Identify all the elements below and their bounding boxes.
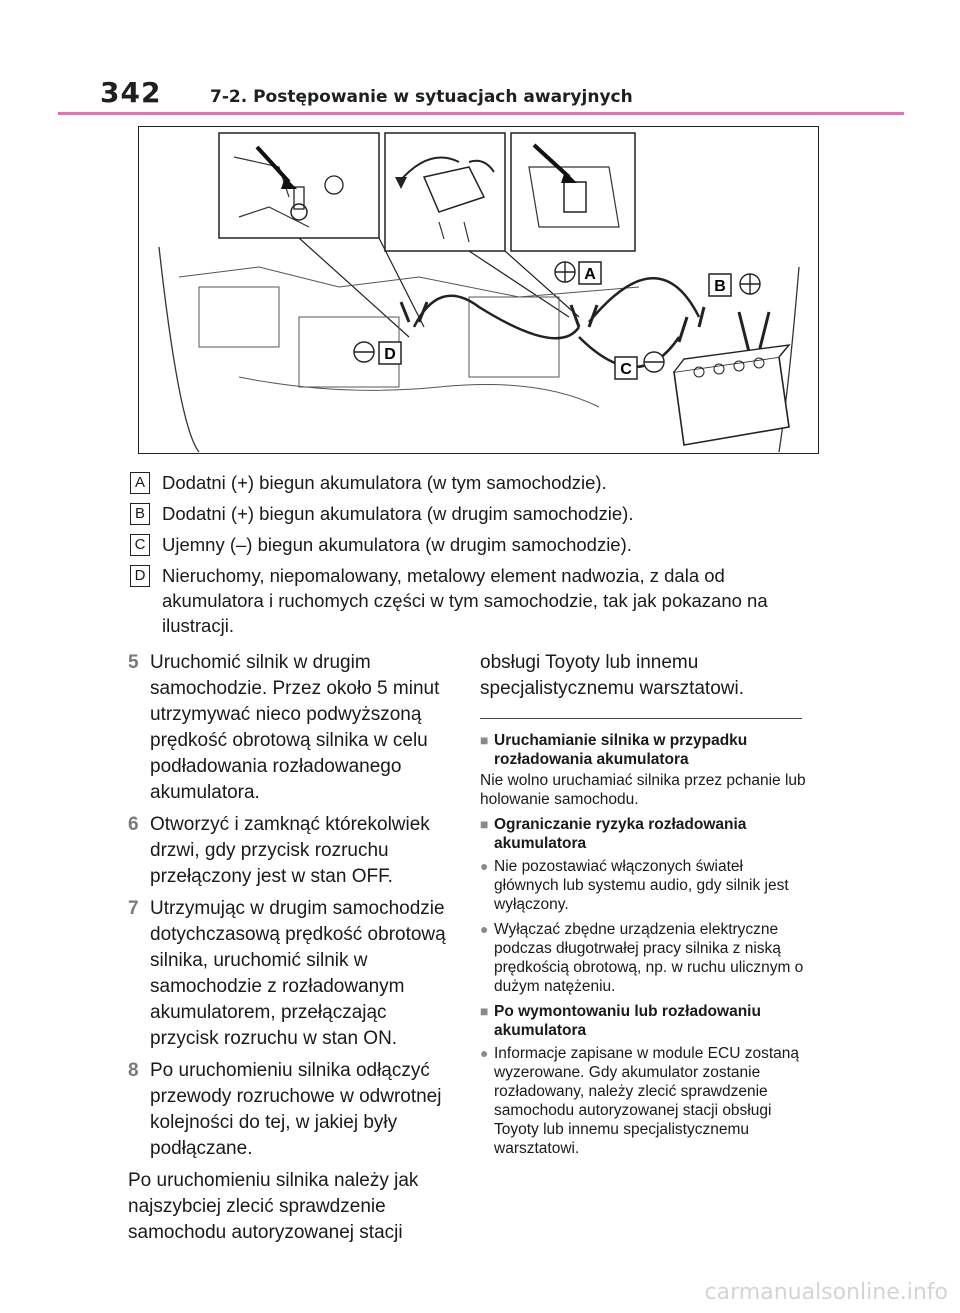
square-bullet-icon: ■	[480, 816, 489, 832]
circle-bullet-icon: ●	[480, 1045, 489, 1061]
circle-bullet-icon: ●	[480, 921, 489, 937]
step-text: Otworzyć i zamknąć którekolwiek drzwi, gdy przycisk rozruchu przełączony jest w stan OFF.	[150, 814, 430, 887]
step-item	[128, 650, 458, 806]
legend-key: C	[130, 534, 150, 556]
label-d: D	[384, 346, 396, 363]
bullet-text: Nie pozostawiać włączonych świateł głównych lub systemu audio, gdy silnik jest wyłączony.	[494, 858, 789, 913]
right-column	[480, 650, 810, 1164]
bullet-item	[480, 1044, 810, 1158]
square-bullet-icon: ■	[480, 732, 489, 748]
legend-text: Dodatni (+) biegun akumulatora (w drugim samochodzie).	[162, 503, 634, 524]
legend-text: Ujemny (–) biegun akumulatora (w drugim samochodzie).	[162, 534, 632, 555]
step-number: 8	[128, 1060, 139, 1081]
section-heading	[480, 1002, 810, 1040]
chapter-title: 7-2. Postępowanie w sytuacjach awaryjnych	[210, 87, 633, 107]
step-number: 6	[128, 814, 139, 835]
left-column	[128, 650, 458, 1246]
legend-item	[130, 501, 830, 526]
label-b: B	[714, 278, 726, 295]
label-a: A	[584, 266, 596, 283]
circle-bullet-icon: ●	[480, 858, 489, 874]
page-header	[100, 76, 633, 109]
section-heading-text: Po wymontowaniu lub rozładowaniu akumulatora	[494, 1003, 761, 1039]
step-number: 7	[128, 898, 139, 919]
section-heading	[480, 731, 810, 769]
bullet-text: Wyłączać zbędne urządzenia elektryczne podczas długotrwałej pracy silnika z niską prędkością obrotową, np. w ruchu ulicznym o dużym natężeniu.	[494, 921, 804, 995]
closing-paragraph: Po uruchomieniu silnika należy jak najszybciej zlecić sprawdzenie samochodu autoryzowanej stacji	[128, 1170, 419, 1243]
legend-item	[130, 563, 830, 638]
jump-start-illustration	[138, 126, 819, 454]
step-text: Po uruchomieniu silnika odłączyć przewody rozruchowe w odwrotnej kolejności do tej, w jakiej były podłączane.	[150, 1060, 442, 1159]
legend-key: A	[130, 472, 150, 494]
legend-item	[130, 532, 830, 557]
legend-key: D	[130, 565, 150, 587]
legend-item	[130, 470, 830, 495]
legend-text: Dodatni (+) biegun akumulatora (w tym samochodzie).	[162, 472, 607, 493]
step-item	[128, 1058, 458, 1162]
bullet-item	[480, 920, 810, 996]
header-rule	[58, 112, 904, 115]
engine-bay-drawing	[139, 127, 819, 454]
section-divider	[480, 718, 802, 719]
legend-key: B	[130, 503, 150, 525]
square-bullet-icon: ■	[480, 1003, 489, 1019]
step-text: Uruchomić silnik w drugim samochodzie. Przez około 5 minut utrzymywać nieco podwyższoną prędkość obrotową silnika w celu podładowania rozładowanego akumulatora.	[150, 652, 440, 803]
step-number: 5	[128, 652, 139, 673]
label-c: C	[620, 361, 632, 378]
step-text: Utrzymując w drugim samochodzie dotychczasową prędkość obrotową silnika, uruchomić silnik w samochodzie z rozładowanym akumulatorem, przełączając przycisk rozruchu w stan ON.	[150, 898, 446, 1049]
watermark: carmanualsonline.info	[704, 1280, 948, 1305]
page-number: 342	[100, 76, 162, 109]
legend-text: Nieruchomy, niepomalowany, metalowy element nadwozia, z dala od akumulatora i ruchomych części w tym samochodzie, tak jak pokazano na ilustracji.	[162, 565, 768, 636]
step-item	[128, 896, 458, 1052]
bullet-item	[480, 857, 810, 914]
section-heading-text: Uruchamianie silnika w przypadku rozładowania akumulatora	[494, 732, 748, 768]
legend	[130, 470, 830, 644]
section-body: Nie wolno uruchamiać silnika przez pchanie lub holowanie samochodu.	[480, 772, 806, 808]
continued-paragraph: obsługi Toyoty lub innemu specjalistycznemu warsztatowi.	[480, 652, 744, 699]
bullet-text: Informacje zapisane w module ECU zostaną wyzerowane. Gdy akumulator zostanie rozładowany, należy zlecić sprawdzenie samochodu autoryzowanej stacji obsługi Toyoty lub innemu specjalistycznemu warsztatowi.	[494, 1045, 799, 1157]
step-item	[128, 812, 458, 890]
section-heading	[480, 815, 810, 853]
section-heading-text: Ograniczanie ryzyka rozładowania akumulatora	[494, 816, 747, 852]
